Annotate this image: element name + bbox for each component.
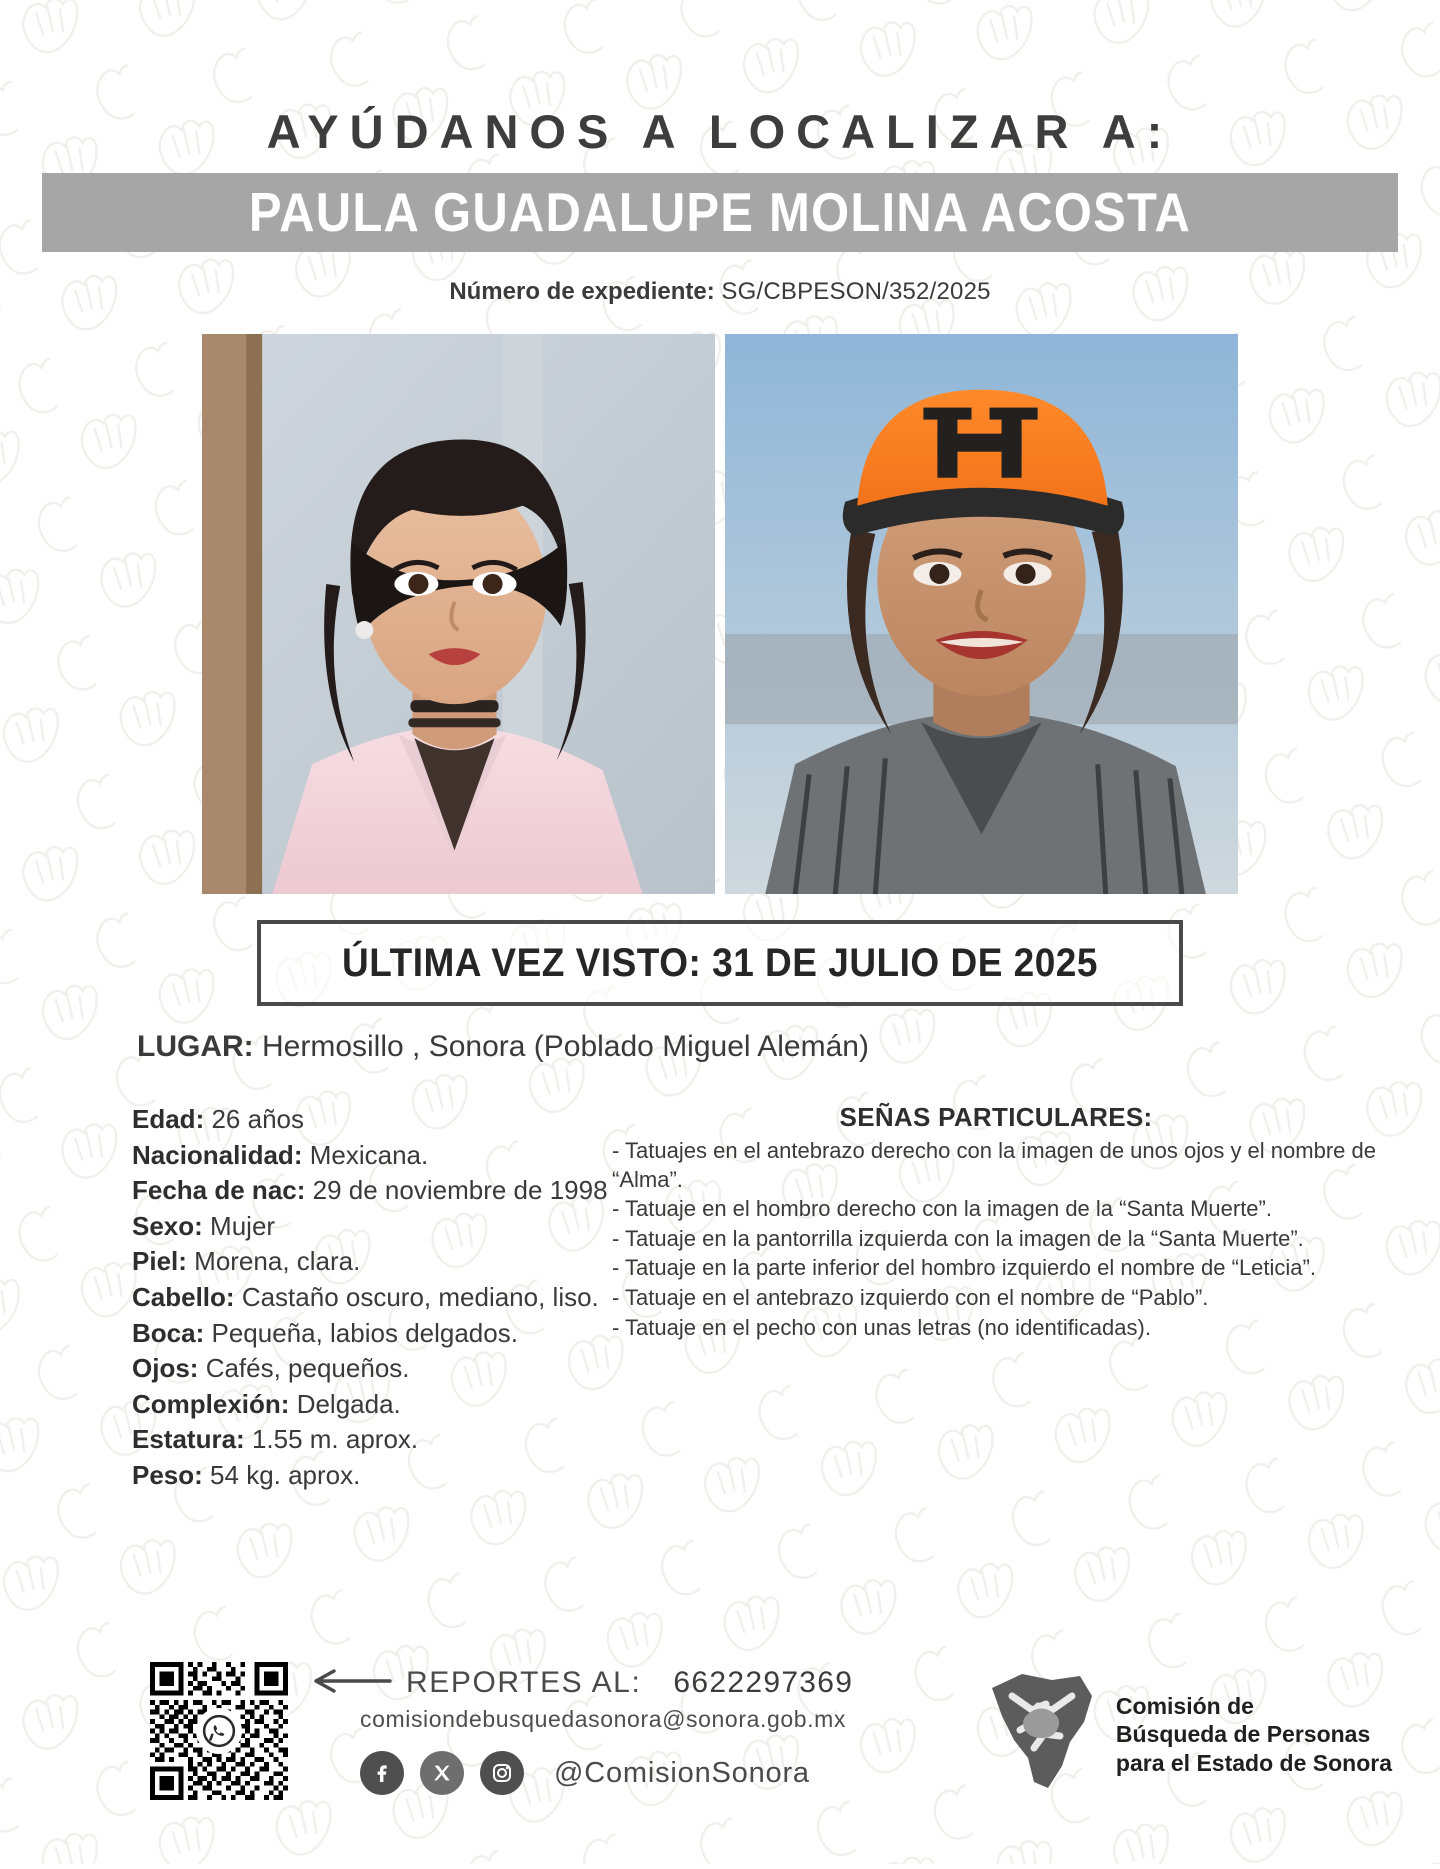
- instagram-icon[interactable]: [480, 1751, 524, 1795]
- description-columns: [42, 1102, 1398, 1494]
- reports-line: [314, 1666, 988, 1700]
- arrow-left-icon: [314, 1668, 392, 1699]
- detail-value: 54 kg. aprox.: [210, 1460, 361, 1491]
- person-name: PAULA GUADALUPE MOLINA ACOSTA: [248, 182, 1192, 243]
- distinguishing-mark-item: - Tatuaje en el antebrazo izquierdo con el nombre de “Pablo”.: [612, 1284, 1209, 1310]
- photo-1: [202, 334, 715, 894]
- detail-label: Cabello:: [132, 1282, 235, 1313]
- detail-row-boca: [132, 1316, 602, 1352]
- distinguishing-mark-item: - Tatuaje en el hombro derecho con la imagen de la “Santa Muerte”.: [612, 1196, 1272, 1222]
- footer-contact-bar: [0, 1648, 1440, 1838]
- commission-brand: [988, 1670, 1392, 1799]
- page-title: AYÚDANOS A LOCALIZAR A:: [266, 105, 1174, 158]
- case-file-label: Número de expediente:: [449, 278, 715, 305]
- place-line: [137, 1030, 1398, 1064]
- detail-row-piel: [132, 1244, 602, 1280]
- case-file-number: SG/CBPESON/352/2025: [721, 278, 991, 305]
- brand-line-1: Comisión de: [1115, 1693, 1254, 1720]
- social-handle[interactable]: @ComisionSonora: [554, 1756, 810, 1789]
- detail-label: Ojos:: [132, 1353, 199, 1384]
- detail-value: Mujer: [210, 1210, 276, 1241]
- sonora-state-hands-logo: [988, 1670, 1100, 1799]
- detail-row-ojos: [132, 1351, 602, 1387]
- detail-label: Nacionalidad:: [132, 1139, 303, 1170]
- contact-email[interactable]: comisiondebusquedasonora@sonora.gob.mx: [360, 1706, 846, 1732]
- distinguishing-mark-item: - Tatuaje en la pantorrilla izquierda con la imagen de la “Santa Muerte”.: [612, 1225, 1304, 1251]
- detail-value: Delgada.: [296, 1388, 401, 1419]
- whatsapp-qr-code[interactable]: [150, 1662, 288, 1800]
- detail-label: Sexo:: [132, 1210, 203, 1241]
- detail-label: Peso:: [132, 1460, 203, 1491]
- detail-label: Fecha de nac:: [132, 1175, 306, 1206]
- detail-value: Pequeña, labios delgados.: [211, 1317, 518, 1348]
- detail-value: Castaño oscuro, mediano, liso.: [241, 1282, 599, 1313]
- social-links: [360, 1751, 988, 1795]
- brand-line-2: Búsqueda de Personas: [1115, 1721, 1371, 1748]
- detail-value: 26 años: [211, 1104, 304, 1134]
- photo-gallery: [202, 334, 1238, 894]
- last-seen-box: [257, 920, 1183, 1006]
- detail-value: Mexicana.: [309, 1139, 429, 1170]
- distinguishing-marks-title: SEÑAS PARTICULARES:: [839, 1102, 1153, 1132]
- detail-row-edad: [132, 1102, 602, 1138]
- person-name-band: [42, 173, 1398, 252]
- detail-label: Boca:: [132, 1317, 205, 1348]
- detail-value: 1.55 m. aprox.: [251, 1424, 419, 1455]
- detail-value: Cafés, pequeños.: [205, 1353, 410, 1384]
- last-seen-text: ÚLTIMA VEZ VISTO: 31 DE JULIO DE 2025: [342, 940, 1098, 985]
- facebook-icon[interactable]: [360, 1751, 404, 1795]
- distinguishing-mark-item: - Tatuajes en el antebrazo derecho con la imagen de unos ojos y el nombre de “Alma”.: [612, 1138, 1376, 1192]
- detail-row-complexion: [132, 1387, 602, 1423]
- detail-label: Edad:: [132, 1104, 205, 1134]
- case-file-line: [42, 278, 1398, 306]
- whatsapp-icon: [196, 1708, 242, 1754]
- commission-name: [1116, 1692, 1392, 1776]
- contact-block: [314, 1648, 988, 1795]
- reports-label: REPORTES AL:: [406, 1666, 642, 1699]
- distinguishing-mark-item: - Tatuaje en la parte inferior del hombro izquierdo el nombre de “Leticia”.: [612, 1255, 1316, 1281]
- detail-row-nacionalidad: [132, 1138, 602, 1174]
- detail-value: Morena, clara.: [194, 1246, 361, 1277]
- place-value: Hermosillo , Sonora (Poblado Miguel Alemán): [262, 1030, 869, 1063]
- place-label: LUGAR:: [137, 1030, 254, 1063]
- detail-row-fecha-nac: [132, 1173, 608, 1209]
- detail-row-sexo: [132, 1209, 602, 1245]
- detail-value: 29 de noviembre de 1998: [312, 1175, 608, 1206]
- detail-row-cabello: [132, 1280, 602, 1316]
- reports-phone[interactable]: 6622297369: [673, 1666, 854, 1699]
- physical-details-list: [42, 1102, 608, 1494]
- x-twitter-icon[interactable]: [420, 1751, 464, 1795]
- distinguishing-marks-section: [602, 1102, 1398, 1343]
- detail-row-peso: [132, 1458, 602, 1494]
- photo-2: [725, 334, 1238, 894]
- detail-label: Complexión:: [132, 1388, 290, 1419]
- detail-row-estatura: [132, 1422, 602, 1458]
- detail-label: Estatura:: [132, 1424, 245, 1455]
- distinguishing-mark-item: - Tatuaje en el pecho con unas letras (no identificadas).: [612, 1314, 1151, 1340]
- detail-label: Piel:: [132, 1246, 187, 1277]
- brand-line-3: para el Estado de Sonora: [1115, 1749, 1392, 1776]
